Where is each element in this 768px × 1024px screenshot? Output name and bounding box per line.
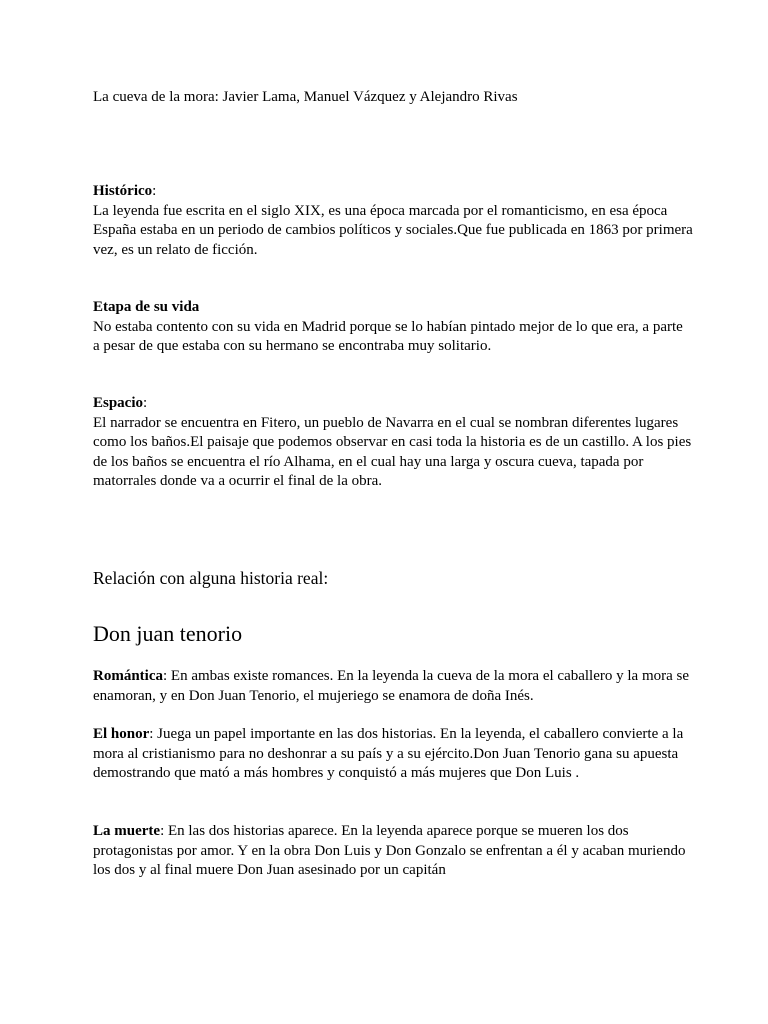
relacion-heading-text: Relación con alguna historia real: (93, 568, 329, 588)
section-historico (93, 182, 693, 260)
title-text: La cueva de la mora: Javier Lama, Manuel Vázquez y Alejandro Rivas (93, 89, 518, 105)
text-romantica: : En ambas existe romances. En la leyenda la cueva de la mora el caballero y la mora se enamoran, y en Don Juan Tenorio, el mujeriego se enamora de doña Inés. (93, 668, 690, 704)
donjuan-heading (93, 620, 693, 648)
label-etapa: Etapa de su vida (93, 299, 200, 315)
label-historico: Histórico (93, 183, 153, 199)
section-etapa (93, 298, 693, 357)
document-title (93, 88, 693, 108)
paragraph-muerte (93, 822, 693, 881)
text-honor: : Juega un papel importante en las dos historias. En la leyenda, el caballero convierte a la mora al cristianismo para no deshonrar a su país y a su ejército.Don Juan Tenorio gana su apuesta demostrando que mató a más hombres y conquistó a más mujeres que Don Luis . (93, 726, 684, 781)
relacion-heading (93, 567, 693, 589)
label-muerte: La muerte (93, 823, 161, 839)
paragraph-honor (93, 725, 693, 784)
comparison-muerte (93, 822, 693, 881)
label-romantica: Romántica (93, 668, 163, 684)
paragraph-historico: La leyenda fue escrita en el siglo XIX, es una época marcada por el romanticismo, en esa época España estaba en un periodo de cambios políticos y sociales.Que fue publicada en 1863 por primera vez, es un relato de ficción. (93, 202, 693, 258)
comparison-romantica (93, 667, 693, 706)
label-honor: El honor (93, 726, 150, 742)
text-muerte: : En las dos historias aparece. En la leyenda aparece porque se mueren los dos protagonistas por amor. Y en la obra Don Luis y Don Gonzalo se enfrentan a él y acaban muriendo los dos y al final muere Don Juan asesinado por un capitán (93, 823, 686, 878)
section-heading-historico (93, 182, 693, 202)
section-heading-etapa (93, 298, 693, 318)
section-espacio (93, 394, 693, 492)
sep-historico: : (152, 183, 157, 199)
paragraph-espacio: El narrador se encuentra en Fitero, un pueblo de Navarra en el cual se nombran diferentes lugares como los baños.El paisaje que podemos observar en casi toda la historia es de un castillo. A los pies de los baños se encuentra el río Alhama, en el cual hay una larga y oscura cueva, tapada por matorrales donde va a ocurrir el final de la obra. (93, 414, 692, 489)
label-espacio: Espacio (93, 395, 144, 411)
donjuan-heading-text: Don juan tenorio (93, 621, 243, 646)
paragraph-romantica (93, 667, 693, 706)
sep-espacio: : (143, 395, 148, 411)
comparison-honor (93, 725, 693, 784)
paragraph-etapa: No estaba contento con su vida en Madrid porque se lo habían pintado mejor de lo que era, a parte a pesar de que estaba con su hermano se encontraba muy solitario. (93, 318, 683, 354)
section-heading-espacio (93, 394, 693, 414)
